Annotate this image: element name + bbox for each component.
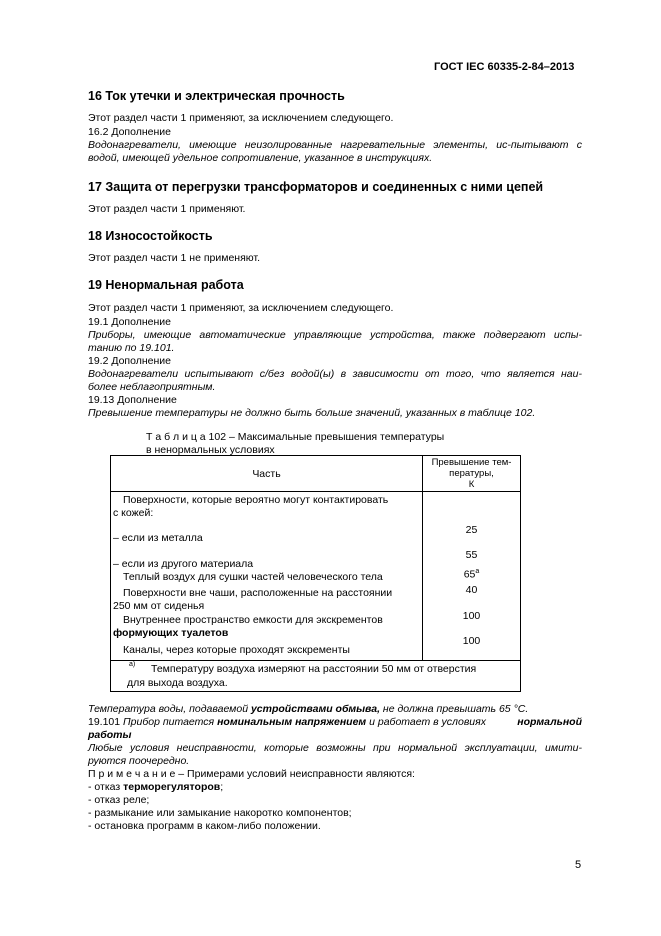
list-item-programs: - остановка программ в каком-либо положении. [88,820,321,832]
row-channels-value: 100 [462,635,481,647]
row-surfaces-outside-label-2: 250 мм от сиденья [113,600,205,612]
row-warm-air-value-wrap [423,568,520,581]
list-item-thermostats [88,781,223,793]
col-rise-label-1: Превышение тем- [431,457,512,468]
footnote-text-line2: для выхода воздуха. [127,677,228,689]
row-inner-space-value: 100 [462,610,481,622]
section-19-13-text: Превышение температуры не должно быть больше значений, указанных в таблице 102. [88,407,536,419]
page-number: 5 [575,859,582,871]
row-other-material-label: – если из другого материала [113,558,254,570]
row-channels-label: Каналы, через которые проходят экскременты [123,644,350,656]
table-body-values [423,492,521,661]
section-19-2-heading: 19.2 Дополнение [88,355,171,367]
water-temperature-text-a: Температура воды, подаваемой [88,703,251,715]
list-item-thermostats-suffix: ; [220,781,224,793]
row-other-material-value: 55 [465,549,478,561]
list-item-thermostats-prefix: - отказ [88,781,124,793]
section-19-101-line2: работы [88,729,132,741]
list-item-relay: - отказ реле; [88,794,150,806]
section-19-2-text-line1: Водонагреватели испытывают с/без водой(ы) в зависимости от того, что является наи- [88,368,582,380]
row-metal-value: 25 [465,524,478,536]
section-19-101-clause [88,716,486,728]
section-17-paragraph: Этот раздел части 1 применяют. [88,203,246,215]
row-surfaces-outside-label-1: Поверхности вне чаши, расположенные на расстоянии [123,587,393,599]
section-16-2-heading: 16.2 Дополнение [88,126,171,138]
table-102 [110,455,521,692]
section-19-2-text-line2: более неблагоприятным. [88,381,216,393]
col-rise-label-2: пературы, [449,468,494,479]
section-16-2-text-line2: водой, имеющей удельное сопротивление, указанное в инструкциях. [88,152,433,164]
table-footnote-row [111,661,521,692]
list-item-thermostats-term: терморегуляторов [123,781,221,793]
section-19-1-text-line1: Приборы, имеющие автоматические управляющие устройства, также подвергают испы- [88,329,582,341]
note-line: П р и м е ч а н и е – Примерами условий неисправности являются: [88,768,415,780]
section-18-title: 18 Износостойкость [88,229,213,243]
table-body-row [111,492,521,661]
row-inner-space-label-2: формующих туалетов [113,627,229,639]
water-temperature-term: устройствами обмыва, [250,703,381,715]
row-surfaces-label-1: Поверхности, которые вероятно могут контактировать [123,494,389,506]
section-19-101-term-voltage: номинальным напряжением [217,716,367,728]
footnote-mark: а) [129,661,136,668]
section-17-title: 17 Защита от перегрузки трансформаторов и соединенных с ними цепей [88,180,544,194]
section-19-13-heading: 19.13 Дополнение [88,394,177,406]
section-19-101-line1 [88,716,582,728]
section-19-101-text-b: и работает в условиях [366,716,486,728]
water-temperature-line [88,703,528,715]
row-metal-label: – если из металла [113,532,203,544]
fault-conditions-line2: руются поочередно. [88,755,190,767]
row-warm-air-value: 65 [463,568,476,581]
row-surfaces-label-2: с кожей: [113,507,154,519]
table-header-row [111,456,521,492]
table-footnote-cell [111,661,521,692]
section-19-101-number: 19.101 [88,716,124,728]
footnote-text-line1: Температуру воздуха измеряют на расстоянии 50 мм от отверстия [151,663,477,675]
table-header-part [111,456,423,492]
section-16-title: 16 Ток утечки и электрическая прочность [88,89,345,103]
list-item-components: - размыкание или замыкание накоротко компонентов; [88,807,352,819]
row-inner-space-label-1: Внутреннее пространство емкости для экскрементов [123,614,383,626]
section-19-paragraph: Этот раздел части 1 применяют, за исключением следующего. [88,302,394,314]
table-caption-line1: Т а б л и ц а 102 – Максимальные превышения температуры [146,431,445,443]
row-surfaces-outside-value: 40 [465,584,478,596]
table-header-rise [423,456,521,492]
table-body-part [111,492,423,661]
row-warm-air-footnote-ref: а [475,568,480,575]
section-18-paragraph: Этот раздел части 1 не применяют. [88,252,260,264]
section-19-1-heading: 19.1 Дополнение [88,316,171,328]
section-16-2-text-line1: Водонагреватели, имеющие неизолированные нагревательные элементы, ис-пытывают с [88,139,582,151]
section-19-101-text-a: Прибор питается [123,716,218,728]
section-16-paragraph: Этот раздел части 1 применяют, за исключением следующего. [88,112,394,124]
col-part-label: Часть [252,468,281,480]
fault-conditions-line1: Любые условия неисправности, которые возможны при нормальной эксплуатации, имити- [88,742,582,754]
col-rise-label-3: К [468,479,475,490]
row-warm-air-label: Теплый воздух для сушки частей человеческого тела [123,571,383,583]
document-header-code: ГОСТ IEC 60335-2-84–2013 [434,61,575,73]
section-19-1-text-line2: танию по 19.101. [88,342,175,354]
section-19-title: 19 Ненормальная работа [88,278,244,292]
section-19-101-term-normal: нормальной [517,716,582,728]
table-caption-line2: в ненормальных условиях [146,444,275,456]
water-temperature-text-c: не должна превышать 65 °С. [380,703,529,715]
